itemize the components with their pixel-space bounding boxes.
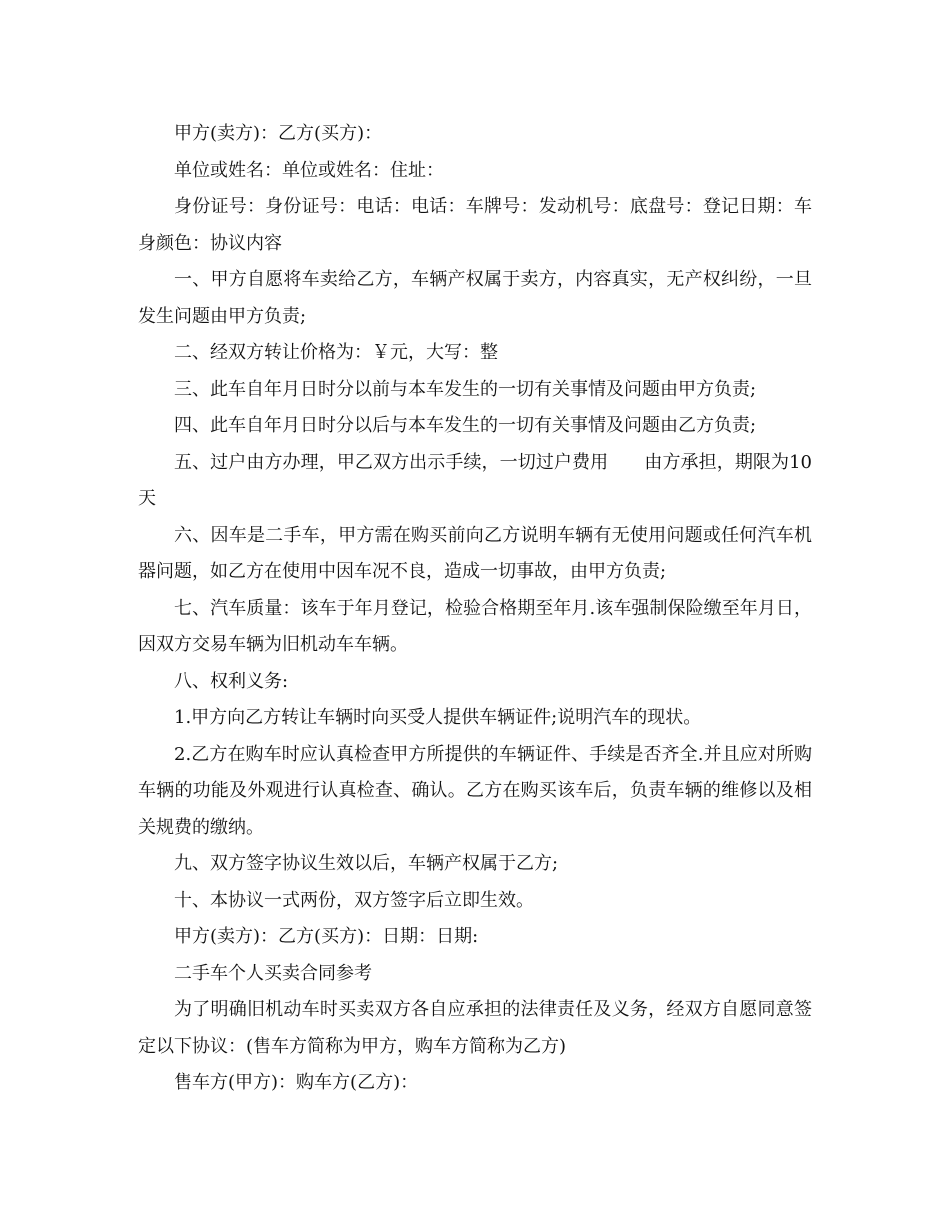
clause-5-paragraph: 五、过户由方办理，甲乙双方出示手续，一切过户费用 由方承担，期限为10天: [138, 451, 812, 509]
signature-date-paragraph: 甲方(卖方)：乙方(买方)：日期：日期:: [174, 926, 479, 947]
clause-6-paragraph: 六、因车是二手车，甲方需在购买前向乙方说明车辆有无使用问题或任何汽车机器问题，如乙方在使用中因车况不良，造成一切事故，由甲方负责;: [138, 524, 812, 582]
clause-2-paragraph: 二、经双方转让价格为：￥元，大写：整: [174, 342, 498, 363]
clause-1-paragraph: 一、甲方自愿将车卖给乙方，车辆产权属于卖方，内容真实，无产权纠纷，一旦发生问题由甲方负责;: [138, 269, 812, 327]
document-body: [138, 116, 812, 1102]
intro-paragraph: 为了明确旧机动车时买卖双方各自应承担的法律责任及义务，经双方自愿同意签定以下协议：(售车方简称为甲方，购车方简称为乙方): [138, 999, 812, 1057]
clause-7-paragraph: 七、汽车质量：该车于年月登记，检验合格期至年月.该车强制保险缴至年月日，因双方交易车辆为旧机动车车辆。: [138, 597, 812, 655]
party-header-paragraph: 甲方(卖方)：乙方(买方)：: [174, 123, 383, 144]
clause-10-paragraph: 十、本协议一式两份，双方签字后立即生效。: [174, 889, 534, 911]
clause-9-paragraph: 九、双方签字协议生效以后，车辆产权属于乙方;: [174, 853, 559, 874]
name-address-paragraph: 单位或姓名：单位或姓名：住址：: [174, 159, 444, 181]
clause-4-paragraph: 四、此车自年月日时分以后与本车发生的一切有关事情及问题由乙方负责;: [174, 415, 757, 436]
vehicle-info-paragraph: 身份证号：身份证号：电话：电话：车牌号：发动机号：底盘号：登记日期：车身颜色：协议内容: [138, 196, 812, 254]
clause-8-item-1: 1.甲方向乙方转让车辆时向买受人提供车辆证件;说明汽车的现状。: [174, 707, 702, 728]
clause-8-item-2: 2.乙方在购车时应认真检查甲方所提供的车辆证件、手续是否齐全.并且应对所购车辆的功能及外观进行认真检查、确认。乙方在购买该车后，负责车辆的维修以及相关规费的缴纳。: [138, 743, 812, 838]
section-title: 二手车个人买卖合同参考: [174, 962, 372, 984]
clause-8-heading: 八、权利义务:: [174, 670, 289, 692]
clause-3-paragraph: 三、此车自年月日时分以前与本车发生的一切有关事情及问题由甲方负责;: [174, 378, 757, 400]
seller-buyer-paragraph: 售车方(甲方)：购车方(乙方)：: [174, 1072, 419, 1093]
